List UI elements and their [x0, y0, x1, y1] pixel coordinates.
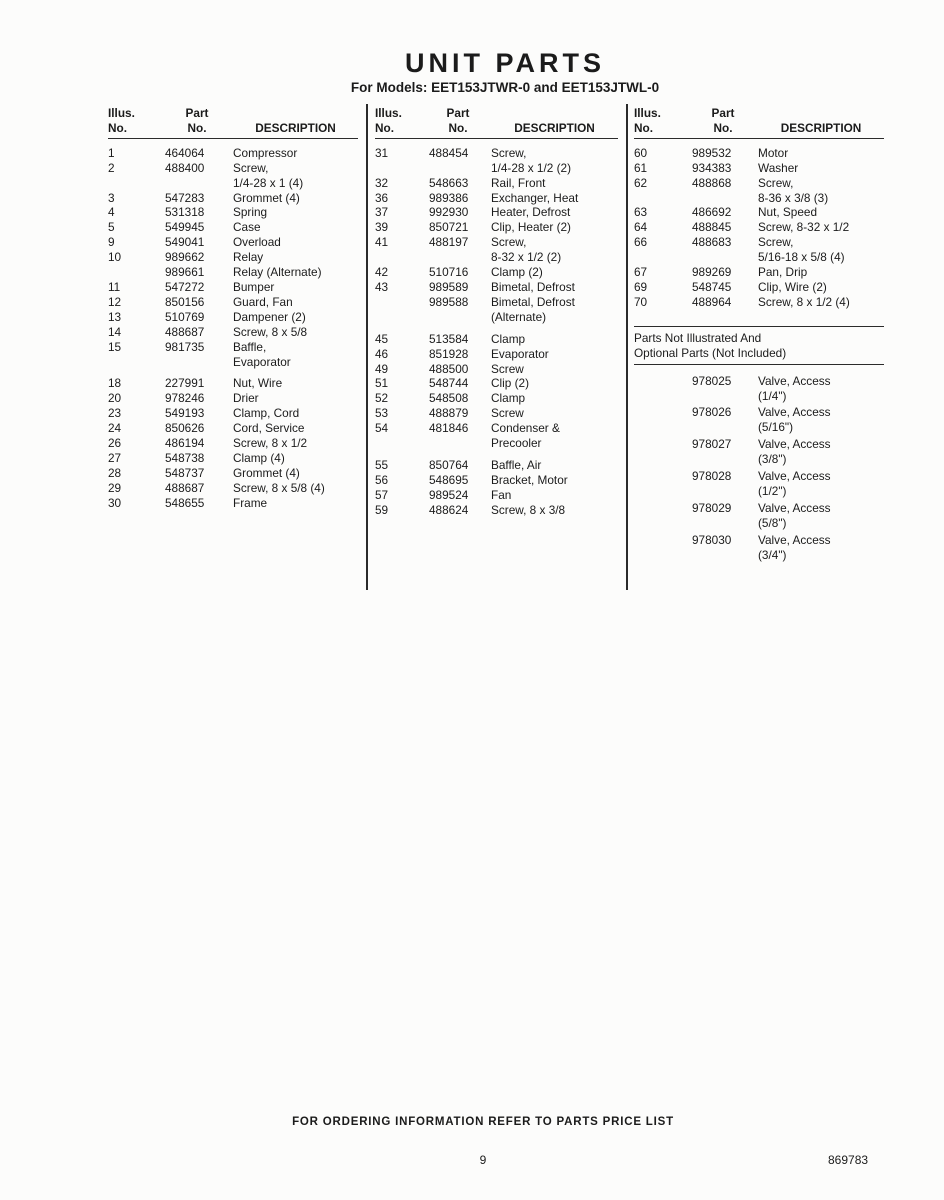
illus-cell: 5 [108, 220, 115, 235]
table-row [375, 191, 618, 206]
table-row [375, 391, 618, 406]
column-divider [366, 104, 368, 590]
table-row [634, 205, 884, 220]
illus-cell: 2 [108, 160, 115, 175]
table-row [108, 451, 358, 466]
header-spacer [233, 106, 358, 121]
parts-column-3 [634, 106, 884, 564]
illus-cell: 12 [108, 294, 122, 309]
illus-cell: 49 [375, 361, 389, 376]
desc-cell: Spring [233, 205, 268, 220]
illus-header: Illus. [108, 106, 135, 120]
desc-cell: Relay [233, 250, 264, 265]
part-cell: 488500 [429, 361, 469, 376]
illus-header: Illus. [634, 106, 661, 120]
table-row [108, 235, 358, 250]
table-row [634, 265, 884, 280]
desc-cell: Screw, 8 x 1/2 (4) [758, 294, 850, 309]
part-header: Part [446, 106, 470, 120]
desc-cell: Condenser & Precooler [491, 421, 560, 451]
part-cell: 548745 [692, 279, 732, 294]
part-cell: 548508 [429, 391, 469, 406]
desc-cell: Clamp [491, 331, 526, 346]
illus-cell: 31 [375, 145, 389, 160]
illus-cell: 56 [375, 472, 389, 487]
illus-cell: 36 [375, 190, 389, 205]
part-cell: 989524 [429, 487, 469, 502]
part-cell: 989661 [165, 265, 205, 280]
desc-cell: Clip, Heater (2) [491, 220, 571, 235]
table-row [108, 340, 358, 370]
header-line-2 [634, 121, 884, 136]
desc-cell: Compressor [233, 145, 298, 160]
desc-cell: Washer [758, 160, 799, 175]
table-row [108, 391, 358, 406]
desc-cell: Bimetal, Defrost [491, 279, 575, 294]
column-header [108, 106, 358, 139]
description-header: DESCRIPTION [255, 120, 336, 135]
table-row [108, 161, 358, 191]
table-row [108, 295, 358, 310]
page-title: UNIT PARTS [405, 48, 605, 78]
part-cell: 850721 [429, 220, 469, 235]
header-spacer [491, 106, 618, 121]
desc-cell: Drier [233, 391, 259, 406]
illus-cell: 51 [375, 376, 389, 391]
desc-cell: Overload [233, 235, 281, 250]
part-cell: 488879 [429, 406, 469, 421]
column-header [375, 106, 618, 139]
part-cell: 488683 [692, 235, 732, 250]
desc-cell: Exchanger, Heat [491, 190, 579, 205]
illus-cell: 43 [375, 279, 389, 294]
ordering-note: FOR ORDERING INFORMATION REFER TO PARTS PRICE LIST [292, 1116, 674, 1128]
table-row [108, 436, 358, 451]
parts-column-2 [375, 106, 618, 518]
desc-cell: Heater, Defrost [491, 205, 571, 220]
desc-cell: Clamp [491, 391, 526, 406]
table-row [375, 332, 618, 347]
illus-no-header: No. [108, 120, 128, 135]
part-cell: 549041 [165, 235, 205, 250]
part-header: Part [711, 106, 735, 120]
desc-cell: Evaporator [491, 346, 549, 361]
desc-cell: Screw, 8 x 1/2 [233, 436, 308, 451]
part-cell: 510769 [165, 309, 205, 324]
desc-cell: Screw, 5/16-18 x 5/8 (4) [758, 235, 845, 265]
table-row [108, 205, 358, 220]
desc-cell: Bimetal, Defrost (Alternate) [491, 294, 575, 324]
illus-cell: 9 [108, 235, 115, 250]
part-cell: 488624 [429, 502, 469, 517]
illus-cell: 67 [634, 265, 648, 280]
table-row [634, 295, 884, 310]
part-cell: 989386 [429, 190, 469, 205]
illus-cell: 55 [375, 457, 389, 472]
desc-cell: Relay (Alternate) [233, 265, 322, 280]
illus-cell: 15 [108, 339, 122, 354]
illus-cell: 11 [108, 279, 121, 294]
table-row [375, 205, 618, 220]
desc-cell: Fan [491, 487, 512, 502]
part-cell: 981735 [165, 339, 205, 354]
desc-cell: Valve, Access (3/8") [758, 437, 831, 467]
part-no-header: No. [713, 120, 733, 135]
not-illustrated-section [634, 326, 884, 563]
desc-cell: Screw, 8 x 5/8 (4) [233, 480, 325, 495]
illus-cell: 42 [375, 265, 389, 280]
table-row [634, 374, 884, 404]
not-illustrated-heading-line-1: Parts Not Illustrated And [634, 330, 762, 345]
not-illustrated-body [634, 365, 884, 563]
header-line-2 [375, 121, 618, 136]
table-row [375, 280, 618, 295]
illus-cell: 64 [634, 220, 648, 235]
part-cell: 978246 [165, 391, 205, 406]
desc-cell: Screw [491, 361, 524, 376]
illus-cell: 10 [108, 250, 122, 265]
desc-cell: Frame [233, 495, 268, 510]
part-cell: 486692 [692, 205, 732, 220]
table-row [108, 220, 358, 235]
part-header: Part [185, 106, 209, 120]
parts-column-1 [108, 106, 358, 511]
part-cell: 510716 [429, 265, 469, 280]
part-cell: 548744 [429, 376, 469, 391]
table-row [108, 146, 358, 161]
illus-cell [108, 265, 161, 280]
part-cell: 850626 [165, 421, 205, 436]
part-cell: 548737 [165, 465, 205, 480]
illus-cell: 23 [108, 406, 122, 421]
part-cell: 486194 [165, 436, 205, 451]
table-row [108, 310, 358, 325]
table-row [108, 376, 358, 391]
desc-cell: Clip, Wire (2) [758, 279, 827, 294]
desc-cell: Grommet (4) [233, 465, 300, 480]
part-cell: 547272 [165, 279, 205, 294]
description-header: DESCRIPTION [514, 120, 595, 135]
table-row [634, 161, 884, 176]
desc-cell: Grommet (4) [233, 190, 300, 205]
table-row [375, 376, 618, 391]
table-row [108, 496, 358, 511]
table-row [634, 146, 884, 161]
table-row [375, 176, 618, 191]
illus-cell: 45 [375, 331, 389, 346]
part-cell: 851928 [429, 346, 469, 361]
desc-cell: Valve, Access (5/16") [758, 405, 831, 435]
illus-cell: 60 [634, 145, 648, 160]
column-divider [626, 104, 628, 590]
illus-cell: 57 [375, 487, 389, 502]
part-cell: 989532 [692, 145, 732, 160]
part-cell: 531318 [165, 205, 205, 220]
illus-no-header: No. [634, 120, 654, 135]
part-cell: 978029 [692, 500, 732, 515]
table-row [108, 325, 358, 340]
illus-cell: 46 [375, 346, 389, 361]
desc-cell: Baffle, Evaporator [233, 339, 291, 369]
part-cell: 978028 [692, 469, 732, 484]
part-cell: 934383 [692, 160, 732, 175]
illus-cell: 41 [375, 235, 389, 250]
illus-cell [375, 295, 425, 325]
table-row [375, 220, 618, 235]
desc-cell: Valve, Access (1/4") [758, 373, 831, 403]
description-header: DESCRIPTION [780, 120, 862, 135]
desc-cell: Valve, Access (1/2") [758, 469, 831, 498]
illus-cell: 18 [108, 376, 122, 391]
illus-cell: 32 [375, 175, 389, 190]
illus-cell: 3 [108, 190, 115, 205]
part-cell: 850156 [165, 294, 205, 309]
table-row [375, 146, 618, 176]
table-row [375, 235, 618, 265]
illus-cell: 4 [108, 205, 115, 220]
desc-cell: Valve, Access (3/4") [758, 532, 831, 562]
desc-cell: Bumper [233, 279, 275, 294]
header-line-2 [108, 121, 358, 136]
table-row [108, 406, 358, 421]
column-body [634, 146, 884, 310]
part-cell: 978030 [692, 532, 732, 547]
illus-cell [634, 533, 688, 563]
table-row [375, 295, 618, 325]
illus-cell: 52 [375, 391, 389, 406]
illus-cell: 69 [634, 279, 648, 294]
table-row [634, 235, 884, 265]
desc-cell: Screw, 8 x 3/8 [491, 502, 566, 517]
illus-cell [634, 374, 688, 404]
illus-cell: 24 [108, 421, 122, 436]
part-cell: 989269 [692, 265, 732, 280]
illus-cell: 29 [108, 480, 122, 495]
table-row [375, 362, 618, 377]
desc-cell: Guard, Fan [233, 294, 293, 309]
table-row [634, 220, 884, 235]
part-cell: 850764 [429, 457, 469, 472]
table-row [634, 533, 884, 563]
part-cell: 547283 [165, 190, 205, 205]
illus-cell: 13 [108, 309, 122, 324]
table-row [108, 265, 358, 280]
illus-cell: 59 [375, 502, 389, 517]
illus-cell: 27 [108, 450, 122, 465]
table-row [375, 488, 618, 503]
not-illustrated-heading [634, 327, 884, 365]
illus-cell: 20 [108, 391, 122, 406]
illus-cell: 62 [634, 175, 648, 190]
illus-header: Illus. [375, 106, 402, 120]
page-number: 9 [479, 1153, 487, 1167]
part-cell: 513584 [429, 331, 469, 346]
illus-cell: 61 [634, 160, 648, 175]
illus-cell: 28 [108, 465, 122, 480]
desc-cell: Screw, 8-36 x 3/8 (3) [758, 175, 829, 205]
table-row [375, 406, 618, 421]
models-subtitle: For Models: EET153JTWR-0 and EET153JTWL-0 [350, 80, 660, 95]
desc-cell: Clamp (2) [491, 265, 543, 280]
part-cell: 488964 [692, 294, 732, 309]
desc-cell: Screw, 8-32 x 1/2 [758, 220, 850, 235]
part-cell: 978026 [692, 405, 732, 420]
table-row [108, 250, 358, 265]
part-cell: 548738 [165, 450, 205, 465]
part-cell: 989589 [429, 279, 469, 294]
illus-cell: 30 [108, 495, 122, 510]
doc-number: 869783 [828, 1153, 869, 1167]
table-row [108, 191, 358, 206]
illus-cell: 66 [634, 235, 648, 250]
part-cell: 227991 [165, 376, 205, 391]
part-cell: 549945 [165, 220, 205, 235]
desc-cell: Bracket, Motor [491, 472, 568, 487]
desc-cell: Dampener (2) [233, 309, 306, 324]
table-row [108, 481, 358, 496]
part-cell: 992930 [429, 205, 469, 220]
desc-cell: Pan, Drip [758, 265, 808, 280]
table-row [634, 437, 884, 467]
part-cell: 488197 [429, 235, 469, 250]
illus-cell [634, 405, 688, 435]
part-cell: 488454 [429, 145, 469, 160]
part-cell: 978027 [692, 437, 732, 452]
illus-no-header: No. [375, 120, 395, 135]
desc-cell: Cord, Service [233, 421, 305, 436]
part-cell: 488845 [692, 220, 732, 235]
table-row [375, 473, 618, 488]
illus-cell: 39 [375, 220, 389, 235]
desc-cell: Screw, 1/4-28 x 1/2 (2) [491, 145, 571, 175]
part-cell: 488868 [692, 175, 732, 190]
illus-cell [634, 501, 688, 531]
illus-cell: 70 [634, 294, 648, 309]
desc-cell: Screw, 8 x 5/8 [233, 324, 308, 339]
table-row [634, 176, 884, 206]
table-row [108, 280, 358, 295]
illus-cell: 26 [108, 436, 122, 451]
illus-cell: 14 [108, 324, 122, 339]
part-no-header: No. [187, 120, 207, 135]
illus-cell [634, 469, 688, 499]
part-cell: 548695 [429, 472, 469, 487]
table-row [634, 405, 884, 435]
part-cell: 488687 [165, 480, 205, 495]
table-row [634, 501, 884, 531]
header-line-1 [375, 106, 618, 121]
table-row [375, 265, 618, 280]
desc-cell: Nut, Wire [233, 376, 283, 391]
table-row [375, 458, 618, 473]
part-cell: 548655 [165, 495, 205, 510]
illus-cell: 53 [375, 406, 389, 421]
header-line-1 [634, 106, 884, 121]
desc-cell: Clamp (4) [233, 450, 285, 465]
part-cell: 548663 [429, 175, 469, 190]
desc-cell: Screw, 8-32 x 1/2 (2) [491, 235, 562, 265]
desc-cell: Rail, Front [491, 175, 546, 190]
not-illustrated-heading-line-2: Optional Parts (Not Included) [634, 345, 787, 360]
part-cell: 978025 [692, 373, 732, 388]
desc-cell: Clamp, Cord [233, 406, 300, 421]
part-cell: 989662 [165, 250, 205, 265]
table-row [375, 421, 618, 451]
desc-cell: Baffle, Air [491, 457, 542, 472]
table-row [375, 347, 618, 362]
part-cell: 464064 [165, 145, 205, 160]
part-cell: 481846 [429, 421, 469, 436]
illus-cell: 37 [375, 205, 389, 220]
desc-cell: Case [233, 220, 261, 235]
illus-cell: 1 [108, 145, 115, 160]
part-cell: 488687 [165, 324, 205, 339]
column-header [634, 106, 884, 139]
part-cell: 549193 [165, 406, 205, 421]
part-no-header: No. [448, 120, 468, 135]
desc-cell: Clip (2) [491, 376, 530, 391]
table-row [108, 466, 358, 481]
table-row [634, 280, 884, 295]
desc-cell: Screw, 1/4-28 x 1 (4) [233, 160, 304, 190]
table-row [375, 503, 618, 518]
desc-cell: Motor [758, 145, 789, 160]
part-cell: 989588 [429, 294, 469, 309]
table-row [634, 469, 884, 499]
illus-cell: 63 [634, 205, 648, 220]
column-body [108, 146, 358, 511]
table-row [108, 421, 358, 436]
column-body [375, 146, 618, 518]
illus-cell: 54 [375, 421, 389, 436]
header-spacer [758, 106, 884, 121]
desc-cell: Valve, Access (5/8") [758, 500, 831, 530]
desc-cell: Nut, Speed [758, 205, 818, 220]
part-cell: 488400 [165, 160, 205, 175]
illus-cell [634, 437, 688, 467]
header-line-1 [108, 106, 358, 121]
desc-cell: Screw [491, 406, 524, 421]
